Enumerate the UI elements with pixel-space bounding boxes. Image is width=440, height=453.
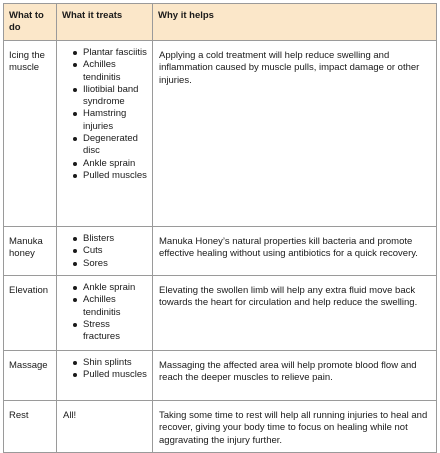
- list-item: Achilles tendinitis: [83, 294, 147, 319]
- list-item: Degenerated disc: [83, 133, 147, 158]
- cell-action: Manuka honey: [4, 227, 57, 276]
- cell-why: Massaging the affected area will help promote blood flow and reach the deeper muscles to relieve pain.: [153, 351, 437, 401]
- header-what-to-do: What to do: [4, 4, 57, 41]
- cell-treats: All!: [57, 401, 153, 453]
- cell-treats: [57, 351, 153, 401]
- list-item: Sores: [83, 258, 147, 270]
- list-item: Shin splints: [83, 357, 147, 369]
- injury-treatment-table-container: [3, 3, 437, 453]
- treats-list: [63, 233, 147, 270]
- table-row: [4, 401, 437, 453]
- list-item: Hamstring injuries: [83, 108, 147, 133]
- list-item: Achilles tendinitis: [83, 59, 147, 84]
- cell-treats: [57, 227, 153, 276]
- list-item: Plantar fasciitis: [83, 47, 147, 58]
- table-row: [4, 227, 437, 276]
- cell-action: Elevation: [4, 276, 57, 351]
- table-header-row: [4, 4, 437, 41]
- treats-list: [63, 47, 147, 182]
- list-item: Pulled muscles: [83, 369, 147, 381]
- table-row: [4, 276, 437, 351]
- treats-list: [63, 357, 147, 382]
- cell-why: Elevating the swollen limb will help any extra fluid move back towards the heart for circulation and help reduce the swelling.: [153, 276, 437, 351]
- injury-treatment-table: [3, 3, 437, 453]
- cell-why: Taking some time to rest will help all running injuries to heal and recover, giving your body time to focus on healing while not aggravating the injury further.: [153, 401, 437, 453]
- cell-why: Applying a cold treatment will help reduce swelling and inflammation caused by muscle pulls, impact damage or other injuries.: [153, 41, 437, 227]
- cell-why: Manuka Honey’s natural properties kill bacteria and promote effective healing without using antibiotics for a quick recovery.: [153, 227, 437, 276]
- header-what-it-treats: What it treats: [57, 4, 153, 41]
- header-why-it-helps: Why it helps: [153, 4, 437, 41]
- list-item: Ankle sprain: [83, 158, 147, 170]
- list-item: Pulled muscles: [83, 169, 147, 181]
- cell-treats: [57, 41, 153, 227]
- cell-action: Rest: [4, 401, 57, 453]
- table-row: [4, 351, 437, 401]
- list-item: Stress fractures: [83, 319, 147, 344]
- table-row: [4, 41, 437, 227]
- list-item: Blisters: [83, 233, 147, 245]
- treats-list: [63, 282, 147, 343]
- list-item: Ankle sprain: [83, 282, 147, 294]
- cell-treats: [57, 276, 153, 351]
- cell-action: Massage: [4, 351, 57, 401]
- cell-action: Icing the muscle: [4, 41, 57, 227]
- list-item: Cuts: [83, 245, 147, 257]
- list-item: Iliotibial band syndrome: [83, 84, 147, 109]
